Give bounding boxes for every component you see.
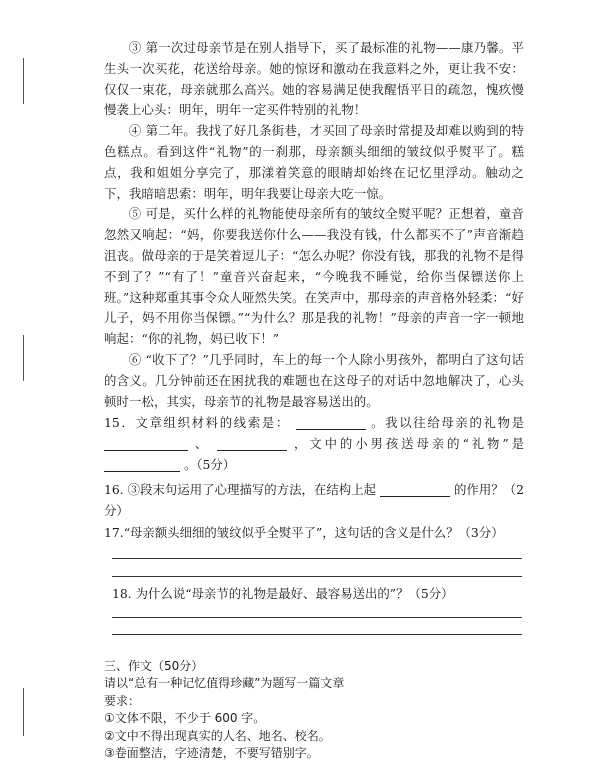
requirement-2: ②文中不得出现真实的人名、地名、校名。	[104, 728, 331, 743]
q16-text-b: 的作用？（2分）	[104, 481, 524, 518]
scan-edge-mark-middle	[23, 335, 24, 381]
question-15	[104, 413, 524, 475]
paragraph-3: ③ 第一次过母亲节是在别人指导下，买了最标准的礼物——康乃馨。平生头一次买花，花送给母亲。她的惊讶和激动在我意料之外，更让我不安：仅仅一束花，母亲就那么高兴。她的容易满足使我醒悟平日的疏忽，愧疚慢慢袭上心头：明年，明年一定买件特别的礼物！	[104, 40, 524, 118]
q16-blank[interactable]	[380, 482, 450, 497]
question-17: 17.“母亲额头细细的皱纹似乎全熨平了”，这句话的含义是什么？（3分）	[104, 525, 504, 541]
q15-blank-gift-1[interactable]	[104, 436, 188, 451]
requirements-label: 要求：	[104, 693, 141, 708]
q15-text-c: 、	[194, 436, 211, 452]
q18-answer-line-2[interactable]	[112, 634, 522, 635]
q15-text-b: 。我以往给母亲的礼物是	[371, 415, 524, 431]
q15-blank-boy-gift[interactable]	[104, 457, 180, 472]
q18-answer-line-1[interactable]	[112, 617, 522, 618]
q15-text-e: 。（5分）	[183, 456, 236, 472]
requirement-3: ③卷面整洁，字迹清楚，不要写错别字。	[104, 746, 319, 761]
question-16	[104, 480, 524, 522]
q17-answer-line-2[interactable]	[112, 576, 522, 577]
composition-section	[104, 658, 524, 763]
paragraph-6: ⑥ “收下了？”几乎同时，车上的每一个人除小男孩外，都明白了这句话的含义。几分钟前还在困扰我的难题也在这母子的对话中忽地解决了，心头顿时一松，其实，母亲节的礼物是最容易送出的。	[104, 351, 524, 409]
q15-text-a: 15．文章组织材料的线索是：	[104, 415, 290, 431]
paragraph-5: ⑤ 可是，买什么样的礼物能使母亲所有的皱纹全熨平呢？正想着，童音忽然又响起：“妈，你要我送你什么——我没有钱，什么都买不了”声音渐趋沮丧。做母亲的于是笑着逗儿子：“怎么办呢？你没有钱，那我的礼物不是得不到了？”“有了！”童音兴奋起来，“今晚我不睡觉，给你当保镖送你上班。”这种郑重其事令众人哑然失笑。在笑声中，那母亲的声音格外轻柔：“好儿子，妈不用你当保镖。”“为什么？那是我的礼物！”母亲的声音一字一顿地响起：“你的礼物，妈已收下！”	[104, 206, 524, 347]
q15-blank-gift-2[interactable]	[217, 436, 287, 451]
exam-page	[104, 38, 524, 763]
q15-text-d: ，文中的小男孩送母亲的“礼物”是	[293, 436, 524, 452]
composition-prompt: 请以“总有一种记忆值得珍藏”为题写一篇文章	[104, 676, 345, 691]
requirement-1: ①文体不限，不少于 600 字。	[104, 711, 266, 726]
scan-edge-mark-bottom	[23, 688, 24, 736]
q17-answer-line-1[interactable]	[112, 558, 522, 559]
composition-heading: 三、作文（50分）	[104, 658, 204, 673]
q16-text-a: 16. ③段末句运用了心理描写的方法，在结构上起	[104, 481, 377, 497]
scan-edge-mark-top	[23, 58, 24, 104]
q15-blank-clue[interactable]	[296, 415, 366, 430]
paragraph-4: ④ 第二年。我找了好几条街巷，才买回了母亲时常提及却难以购到的特色糕点。看到这件“礼物”的一刹那，母亲额头细细的皱纹似乎熨平了。糕点，我和姐姐分享完了，那漾着笑意的眼睛却始终在记忆里浮动。触动之下，我暗暗思索：明年，明年我要让母亲大吃一惊。	[104, 123, 524, 201]
question-18: 18. 为什么说“母亲节的礼物是最好、最容易送出的”？（5分）	[112, 586, 454, 602]
